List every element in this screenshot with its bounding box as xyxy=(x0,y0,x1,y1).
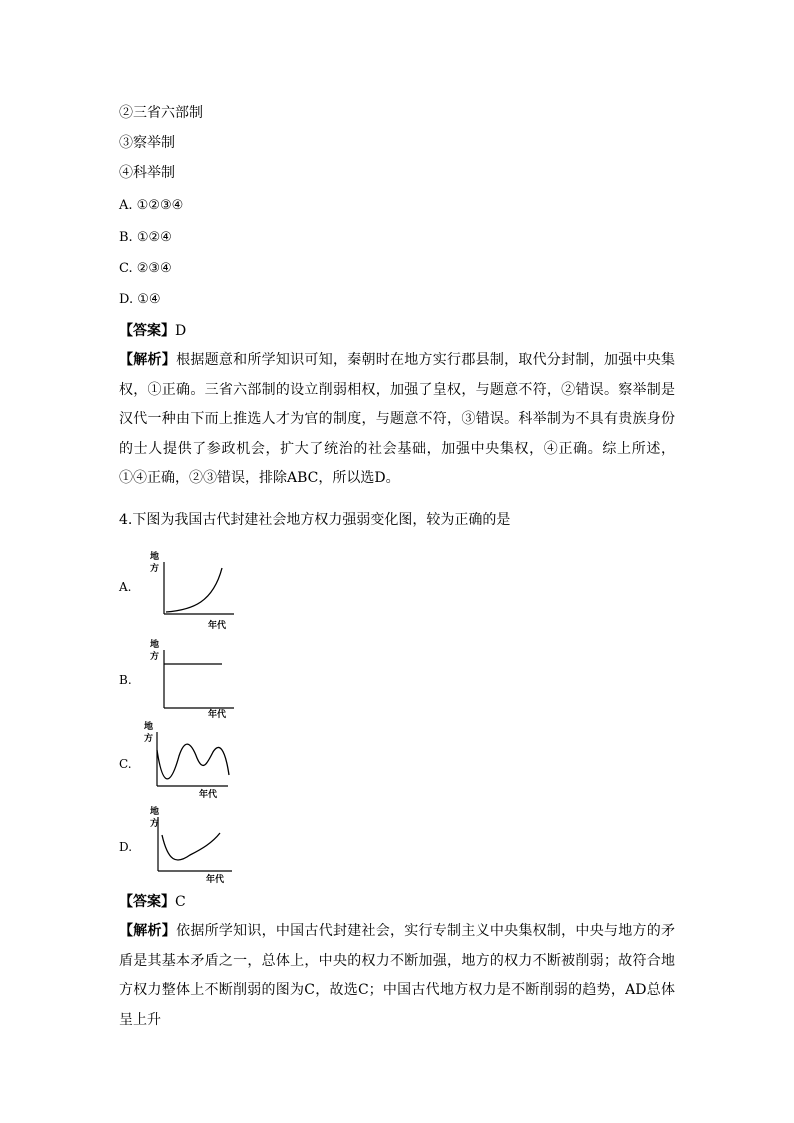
x-axis-label: 年代 xyxy=(208,621,227,631)
q4-stem: 4.下图为我国古代封建社会地方权力强弱变化图，较为正确的是 xyxy=(119,512,511,528)
y-axis-label-1: 地 xyxy=(144,722,154,732)
analysis-label: 【解析】 xyxy=(119,352,177,368)
q3-analysis-text: 根据题意和所学知识可知，秦朝时在地方实行郡县制，取代分封制，加强中央集权，①正确。三省六部制的设立削弱相权，加强了皇权，与题意不符，②错误。察举制是汉代一种由下而上推选人才为官的制度，与题意不符，③错误。科举制为不具有贵族身份的士人提供了参政机会，扩大了统治的社会基础，加强中央集权，④正确。综上所述，①④正确，②③错误，排除ABC，所以选D。 xyxy=(119,352,676,486)
q3-analysis xyxy=(119,346,675,494)
q4-option-b-label: B. xyxy=(119,673,132,687)
q4-option-d-graph xyxy=(148,805,238,885)
curve-line xyxy=(157,744,229,779)
analysis-label: 【解析】 xyxy=(119,923,177,939)
y-axis-label-1: 地 xyxy=(150,552,160,562)
y-axis-label-2: 方 xyxy=(150,564,160,574)
x-axis-label: 年代 xyxy=(199,790,218,800)
q4-option-a-graph xyxy=(148,550,238,630)
q4-analysis xyxy=(119,917,675,1035)
y-axis-label-2: 方 xyxy=(150,819,160,829)
choice-d: D. ①④ xyxy=(119,292,161,307)
choice-c: C. ②③④ xyxy=(119,261,172,276)
y-axis-label-2: 方 xyxy=(144,734,154,744)
item-2: ②三省六部制 xyxy=(119,105,203,121)
q3-answer xyxy=(119,322,186,340)
item-3: ③察举制 xyxy=(119,135,175,151)
y-axis-label-1: 地 xyxy=(150,640,160,650)
q4-answer-value: C xyxy=(175,894,186,910)
q4-option-c-label: C. xyxy=(119,757,132,771)
answer-label: 【答案】 xyxy=(119,323,175,339)
q4-option-b-graph xyxy=(148,638,238,718)
item-4: ④科举制 xyxy=(119,165,175,181)
x-axis-label: 年代 xyxy=(206,875,225,885)
x-axis-label: 年代 xyxy=(208,710,227,720)
q4-analysis-text: 依据所学知识，中国古代封建社会，实行专制主义中央集权制，中央与地方的矛盾是其基本矛盾之一，总体上，中央的权力不断加强，地方的权力不断被削弱；故符合地方权力整体上不断削弱的图为C，故选C；中国古代地方权力是不断削弱的趋势，AD总体呈上升 xyxy=(119,923,676,1028)
q3-answer-value: D xyxy=(175,323,187,339)
y-axis-label-1: 地 xyxy=(150,807,160,817)
y-axis-label-2: 方 xyxy=(150,652,160,662)
q4-option-c-graph xyxy=(143,720,238,800)
choice-a: A. ①②③④ xyxy=(119,198,184,213)
answer-label: 【答案】 xyxy=(119,894,175,910)
curve-line xyxy=(166,568,222,612)
q4-answer xyxy=(119,893,186,911)
choice-b: B. ①②④ xyxy=(119,230,172,245)
q4-option-d-label: D. xyxy=(119,840,133,854)
q4-option-a-label: A. xyxy=(119,580,132,594)
curve-line xyxy=(162,833,220,860)
